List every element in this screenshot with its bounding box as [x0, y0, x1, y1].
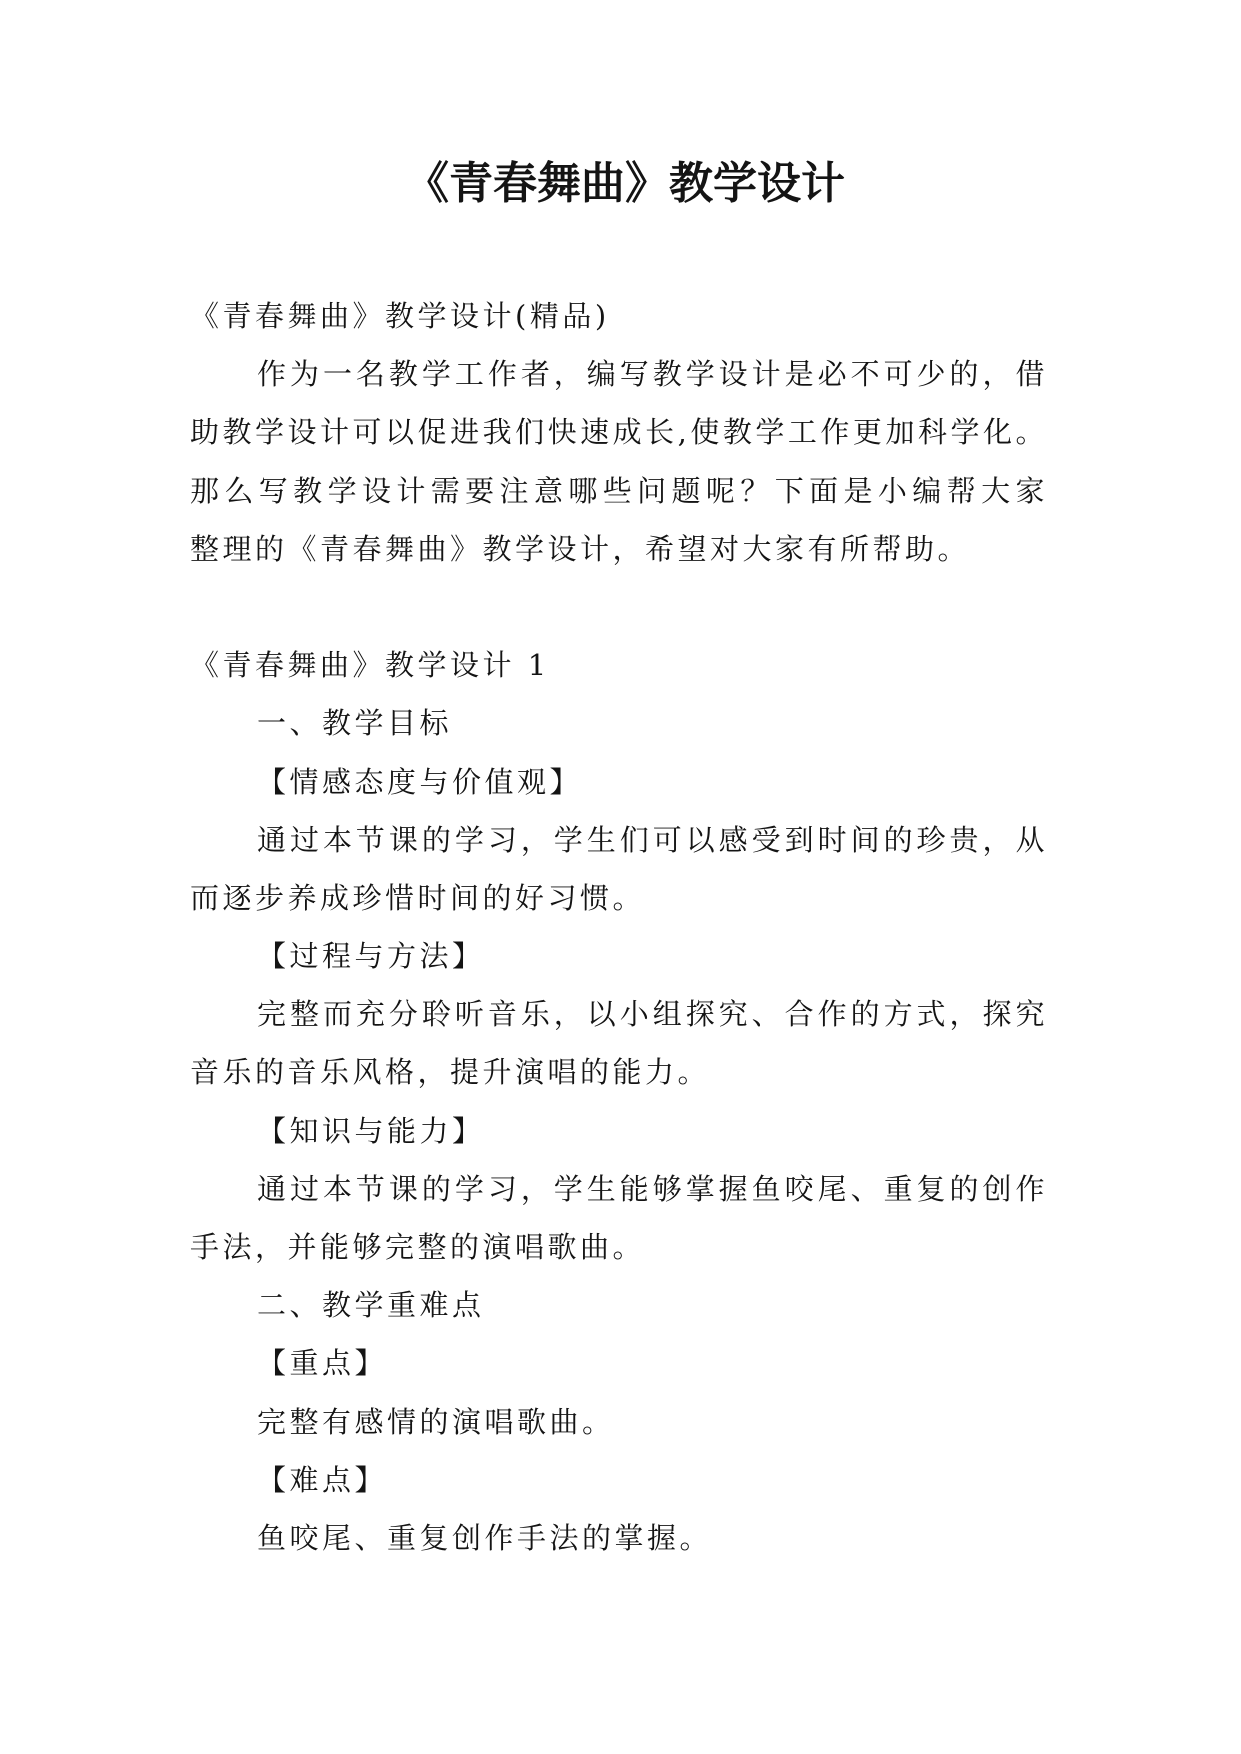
process-label: 【过程与方法】: [257, 939, 485, 974]
paragraph-line: 通过本节课的学习，学生们可以感受到时间的珍贵，从: [257, 822, 1048, 857]
emotion-label: 【情感态度与价值观】: [257, 764, 583, 799]
difficulty-label: 【难点】: [257, 1462, 388, 1497]
paragraph-line: 作为一名教学工作者，编写教学设计是必不可少的，借: [257, 357, 1048, 392]
document-title: 《青春舞曲》教学设计: [405, 158, 845, 209]
process-block: [190, 927, 1048, 1102]
key-points-heading: 二、教学重难点: [257, 1288, 485, 1323]
document-body: [190, 287, 1048, 1567]
paragraph-line: 而逐步养成珍惜时间的好习惯。: [190, 880, 646, 915]
section-heading: 《青春舞曲》教学设计 1: [190, 648, 550, 683]
difficulty-text: 鱼咬尾、重复创作手法的掌握。: [257, 1520, 713, 1555]
objectives-heading: 一、教学目标: [257, 706, 453, 741]
paragraph-line: 完整而充分聆听音乐，以小组探究、合作的方式，探究: [257, 997, 1048, 1032]
paragraph-line: 那么写教学设计需要注意哪些问题呢？下面是小编帮大家: [190, 473, 1048, 508]
knowledge-label: 【知识与能力】: [257, 1113, 485, 1148]
focus-block: [190, 1334, 1048, 1450]
paragraph-line: 音乐的音乐风格，提升演唱的能力。: [190, 1055, 711, 1090]
paragraph-line: 整理的《青春舞曲》教学设计，希望对大家有所帮助。: [190, 531, 971, 566]
emotion-block: [190, 753, 1048, 928]
paragraph-line: 通过本节课的学习，学生能够掌握鱼咬尾、重复的创作: [257, 1171, 1048, 1206]
knowledge-block: [190, 1102, 1048, 1277]
difficulty-block: [190, 1451, 1048, 1567]
blank-line: [190, 578, 1048, 636]
paragraph-line: 助教学设计可以促进我们快速成长,使教学工作更加科学化。: [190, 415, 1048, 450]
paragraph-line: 手法，并能够完整的演唱歌曲。: [190, 1230, 646, 1264]
focus-label: 【重点】: [257, 1346, 388, 1381]
focus-text: 完整有感情的演唱歌曲。: [257, 1404, 615, 1439]
intro-paragraph: [190, 345, 1048, 578]
document-subtitle: 《青春舞曲》教学设计(精品): [190, 299, 610, 333]
